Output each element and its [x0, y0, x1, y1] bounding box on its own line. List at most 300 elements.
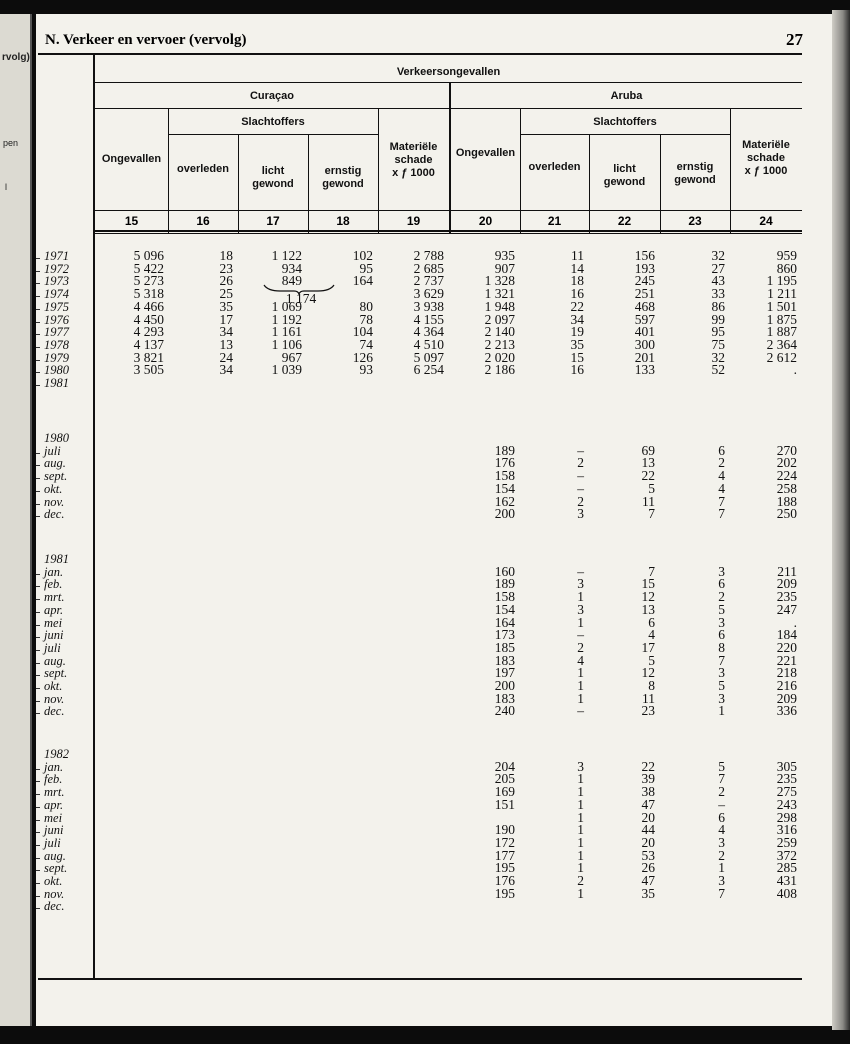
cell-c24: . — [793, 614, 797, 630]
row-label: juli — [44, 835, 61, 850]
colnum-16: 16 — [196, 214, 210, 228]
row-label: aug. — [44, 456, 66, 471]
row-label: jan. — [44, 564, 64, 579]
row-label: mei — [44, 810, 63, 825]
row-tick — [36, 322, 40, 323]
cell-c21: 1 — [577, 589, 584, 605]
cell-c20: 2 097 — [484, 311, 515, 327]
cell-c24: 2 364 — [766, 336, 797, 352]
cell-c24: 247 — [776, 601, 797, 617]
cell-c21: 1 — [577, 678, 584, 693]
cell-c22: 597 — [634, 311, 655, 327]
cell-c24: 316 — [776, 822, 797, 838]
cell-c24: 250 — [776, 506, 797, 522]
row-label: aug. — [44, 848, 66, 863]
cell-c23: 2 — [718, 455, 725, 471]
row-tick — [36, 491, 40, 492]
cell-c20: 154 — [494, 480, 515, 496]
cell-c22: 156 — [634, 248, 655, 263]
cell-c24: 221 — [776, 652, 797, 668]
cell-c16: 13 — [219, 336, 233, 352]
cell-c16: 34 — [219, 324, 233, 340]
cell-c22: 6 — [648, 614, 655, 630]
row-tick — [36, 701, 40, 702]
cell-c23: 4 — [718, 822, 725, 838]
cell-c21: 1 — [577, 784, 584, 800]
cell-c24: 298 — [776, 809, 797, 825]
colnum-24: 24 — [759, 214, 773, 228]
cell-c21: 1 — [577, 834, 584, 850]
header-slachtoffers-aruba: Slachtoffers — [593, 116, 657, 128]
cell-c23: 27 — [711, 260, 725, 276]
row-label: 1978 — [44, 337, 69, 352]
header-aruba: Aruba — [610, 90, 643, 102]
cell-c16: 24 — [219, 349, 233, 365]
row-label: jan. — [44, 759, 64, 774]
row-label: dec. — [44, 507, 65, 522]
cell-c23: 6 — [718, 576, 725, 592]
cell-c19: 5 097 — [413, 349, 444, 365]
cell-c24: 959 — [776, 248, 797, 263]
cell-c20: 183 — [494, 690, 515, 706]
merged-value-1974: 1 174 — [285, 291, 317, 306]
cell-c20: 197 — [494, 665, 515, 681]
cell-c17: 1 106 — [271, 336, 302, 352]
cell-c20: 151 — [494, 796, 515, 812]
cell-c22: 26 — [641, 860, 655, 876]
cell-c21: 3 — [577, 758, 584, 774]
cell-c23: 3 — [718, 873, 725, 888]
cell-c18: 164 — [352, 273, 373, 289]
cell-c21: 1 — [577, 847, 584, 863]
row-tick — [36, 858, 40, 859]
cell-c20: 195 — [494, 885, 515, 901]
row-label: 1979 — [44, 350, 69, 365]
cell-c17: 1 122 — [271, 248, 302, 263]
colnum-23: 23 — [688, 214, 702, 228]
cell-c24: 285 — [776, 860, 797, 876]
cell-c24: 372 — [776, 847, 797, 863]
cell-c23: 6 — [718, 627, 725, 643]
cell-c22: 39 — [641, 771, 655, 787]
row-label: mrt. — [44, 590, 65, 605]
cell-c16: 17 — [219, 311, 233, 327]
cell-c22: 133 — [634, 362, 655, 378]
cell-c22: 22 — [641, 758, 655, 774]
cell-c23: 7 — [718, 506, 725, 522]
row-label: juni — [44, 823, 64, 838]
cell-c23: 2 — [718, 589, 725, 605]
cell-c16: 23 — [219, 260, 233, 276]
row-tick — [36, 794, 40, 795]
cell-c19: 3 938 — [413, 298, 444, 314]
block-year: 1981 — [44, 552, 69, 566]
cell-c22: 401 — [634, 324, 655, 340]
row-tick — [36, 637, 40, 638]
cell-c23: 99 — [711, 311, 725, 327]
cell-c16: 35 — [219, 298, 233, 314]
row-tick — [36, 478, 40, 479]
cell-c20: 195 — [494, 860, 515, 876]
row-tick — [36, 688, 40, 689]
cell-c22: 69 — [641, 442, 655, 458]
cell-c23: 6 — [718, 809, 725, 825]
cell-c23: 2 — [718, 847, 725, 863]
cell-c20: 172 — [494, 834, 515, 850]
header-rule-2 — [93, 108, 802, 109]
cell-c22: 47 — [641, 873, 655, 888]
header-ongevallen-aruba: Ongevallen — [455, 147, 516, 159]
cell-c22: 4 — [648, 627, 655, 643]
cell-c19: 3 629 — [413, 286, 444, 302]
cell-c23: 5 — [718, 758, 725, 774]
cell-c24: 431 — [776, 873, 797, 888]
cell-c21: 1 — [577, 809, 584, 825]
row-tick — [36, 781, 40, 782]
row-tick — [36, 820, 40, 821]
cell-c20: 189 — [494, 576, 515, 592]
row-label: sept. — [44, 666, 68, 681]
row-tick — [36, 574, 40, 575]
cell-c15: 4 450 — [133, 311, 164, 327]
cell-c17: 967 — [281, 349, 302, 365]
cell-c21: – — [577, 703, 584, 719]
cell-c19: 4 364 — [413, 324, 444, 340]
cell-c23: 4 — [718, 480, 725, 496]
cell-c24: 860 — [776, 260, 797, 276]
cell-c23: 33 — [711, 286, 725, 302]
cell-c19: 4 510 — [413, 336, 444, 352]
row-label: 1981 — [44, 376, 69, 390]
cell-c24: 1 195 — [766, 273, 797, 289]
cell-c22: 12 — [641, 589, 655, 605]
cell-c19: 6 254 — [413, 362, 444, 378]
row-tick — [36, 845, 40, 846]
cell-c22: 193 — [634, 260, 655, 276]
cell-c24: 1 211 — [767, 286, 797, 302]
cell-c23: 43 — [711, 273, 725, 289]
cell-c22: 44 — [641, 822, 655, 838]
row-tick — [36, 586, 40, 587]
cell-c22: 468 — [634, 298, 655, 314]
cell-c23: 3 — [718, 690, 725, 706]
cell-c20: 205 — [494, 771, 515, 787]
cell-c24: 220 — [776, 639, 797, 655]
header-curacao: Curaçao — [249, 90, 295, 102]
cell-c20: 2 186 — [484, 362, 515, 378]
cell-c20: 176 — [494, 873, 515, 888]
row-label: sept. — [44, 861, 68, 876]
colnum-21: 21 — [547, 214, 562, 228]
row-label: feb. — [44, 772, 63, 787]
row-label: nov. — [44, 886, 65, 901]
row-tick — [36, 258, 40, 259]
cell-c16: 34 — [219, 362, 233, 378]
row-tick — [36, 360, 40, 361]
header-rule-3 — [93, 210, 802, 211]
row-tick — [36, 385, 40, 386]
row-tick — [36, 347, 40, 348]
row-tick — [36, 271, 40, 272]
cell-c24: 408 — [776, 885, 797, 901]
cell-c23: 5 — [718, 678, 725, 693]
cell-c21: – — [577, 468, 584, 484]
cell-c17: 1 161 — [271, 324, 302, 340]
row-label: juli — [44, 640, 61, 655]
cell-c21: 4 — [577, 652, 584, 668]
row-label: 1980 — [44, 363, 69, 378]
cell-c22: 7 — [648, 506, 655, 522]
row-tick — [36, 504, 40, 505]
cell-c22: 13 — [641, 601, 655, 617]
cell-c20: 240 — [494, 703, 515, 719]
cell-c17: 1 039 — [271, 362, 302, 378]
cell-c20: 2 140 — [484, 324, 515, 340]
cell-c15: 4 137 — [133, 336, 164, 352]
row-label: juni — [44, 628, 64, 643]
cell-c24: 235 — [776, 589, 797, 605]
colnum-20: 20 — [478, 214, 493, 228]
cell-c23: 6 — [718, 442, 725, 458]
cell-c22: 23 — [641, 703, 655, 719]
row-label: nov. — [44, 691, 65, 706]
header-materiele-schade-curacao: Materiële schade x ƒ 1000 — [389, 141, 438, 179]
cell-c21: 16 — [570, 286, 584, 302]
cell-c23: 2 — [718, 784, 725, 800]
row-label: 1975 — [44, 299, 69, 314]
cell-c20: 169 — [494, 784, 515, 800]
cell-c21: 2 — [577, 639, 584, 655]
cell-c23: 75 — [711, 336, 725, 352]
row-label-divider — [93, 53, 95, 979]
cell-c20: 2 213 — [484, 336, 515, 352]
cell-c23: 95 — [711, 324, 725, 340]
cell-c24: 1 875 — [766, 311, 797, 327]
colnum-17: 17 — [266, 214, 280, 228]
row-tick — [36, 334, 40, 335]
header-ongevallen-curacao: Ongevallen — [101, 153, 162, 165]
cell-c23: 3 — [718, 834, 725, 850]
row-tick — [36, 908, 40, 909]
cell-c22: 20 — [641, 809, 655, 825]
cell-c22: 251 — [634, 286, 655, 302]
cell-c23: 32 — [711, 248, 725, 263]
previous-page-edge — [0, 14, 32, 1026]
cell-c22: 22 — [641, 468, 655, 484]
row-tick — [36, 832, 40, 833]
cell-c21: 1 — [577, 822, 584, 838]
row-tick — [36, 372, 40, 373]
page-number: 27 — [786, 30, 803, 49]
table-top-rule — [38, 53, 802, 55]
cell-c24: 216 — [776, 678, 797, 693]
cell-c24: 184 — [776, 627, 797, 643]
cell-c21: – — [577, 480, 584, 496]
cell-c23: 8 — [718, 639, 725, 655]
row-label: 1974 — [44, 287, 69, 302]
cell-c22: 11 — [642, 493, 655, 509]
cell-c21: 2 — [577, 873, 584, 888]
cell-c21: 18 — [570, 273, 584, 289]
row-label: dec. — [44, 899, 65, 914]
cell-c24: 270 — [776, 442, 797, 458]
row-tick — [36, 599, 40, 600]
cell-c21: 14 — [570, 260, 584, 276]
cell-c21: 1 — [577, 796, 584, 812]
cell-c22: 8 — [648, 678, 655, 693]
row-label: juli — [44, 443, 61, 458]
row-tick — [36, 283, 40, 284]
cell-c24: 209 — [776, 576, 797, 592]
cell-c23: 3 — [718, 563, 725, 579]
cell-c24: 188 — [776, 493, 797, 509]
cell-c20: 183 — [494, 652, 515, 668]
cell-c20: 1 948 — [484, 298, 515, 314]
cell-c24: 1 501 — [766, 298, 797, 314]
cell-c22: 35 — [641, 885, 655, 901]
cell-c21: 19 — [570, 324, 584, 340]
colnum-22: 22 — [617, 214, 632, 228]
cell-c20: 173 — [494, 627, 515, 643]
cell-c16: 25 — [219, 286, 233, 302]
row-tick — [36, 453, 40, 454]
cell-c20: 200 — [494, 506, 515, 522]
header-slachtoffers-curacao: Slachtoffers — [241, 116, 305, 128]
row-label: sept. — [44, 469, 68, 484]
cell-c24: 202 — [776, 455, 797, 471]
cell-c21: – — [577, 442, 584, 458]
cell-c20: 935 — [494, 248, 515, 263]
cell-c18: 102 — [352, 248, 373, 263]
row-label: 1977 — [44, 325, 69, 340]
cell-c23: 1 — [718, 703, 725, 719]
cell-c17: 1 069 — [271, 298, 302, 314]
row-label: mrt. — [44, 785, 65, 800]
row-tick — [36, 807, 40, 808]
colnum-19: 19 — [406, 214, 421, 228]
row-label: 1976 — [44, 312, 69, 327]
colnum-18: 18 — [336, 214, 350, 228]
cell-c24: 209 — [776, 690, 797, 706]
cell-c21: 35 — [570, 336, 584, 352]
row-label: aug. — [44, 653, 66, 668]
cell-c21: 2 — [577, 455, 584, 471]
row-tick — [36, 769, 40, 770]
cell-c22: 300 — [634, 336, 655, 352]
header-overleden-aruba: overleden — [528, 161, 581, 173]
cell-c20: 1 328 — [484, 273, 515, 289]
cell-c20: 200 — [494, 678, 515, 693]
cell-c24: 211 — [777, 563, 797, 579]
cell-c23: 52 — [711, 362, 725, 378]
cell-c23: 5 — [718, 601, 725, 617]
cell-c22: 17 — [641, 639, 655, 655]
cell-c18: 95 — [359, 260, 373, 276]
header-rule-curacao-victims — [168, 134, 378, 135]
cell-c20: 204 — [494, 758, 515, 774]
cell-c21: 15 — [570, 349, 584, 365]
header-rule-1 — [93, 82, 802, 83]
cell-c18: 80 — [359, 298, 373, 314]
header-overleden-curacao: overleden — [177, 163, 229, 175]
row-label: apr. — [44, 602, 64, 617]
section-title: N. Verkeer en vervoer (vervolg) — [45, 32, 247, 48]
cell-c20: 1 321 — [484, 286, 515, 302]
cell-c22: 12 — [641, 665, 655, 681]
row-label: 1973 — [44, 274, 69, 289]
cell-c21: 16 — [570, 362, 584, 378]
row-tick — [36, 675, 40, 676]
cell-c23: 7 — [718, 493, 725, 509]
cell-c20: 2 020 — [484, 349, 515, 365]
cell-c21: – — [577, 563, 584, 579]
row-tick — [36, 516, 40, 517]
cell-c16: 26 — [219, 273, 233, 289]
cell-c23: 1 — [718, 860, 725, 876]
header-main: Verkeersongevallen — [396, 66, 501, 78]
cell-c24: 218 — [776, 665, 797, 681]
cell-c24: . — [793, 362, 797, 378]
cell-c24: 224 — [776, 468, 797, 484]
cell-c18: 78 — [359, 311, 373, 327]
row-tick — [36, 296, 40, 297]
cell-c23: 4 — [718, 468, 725, 484]
header-licht-gewond-curacao: licht gewond — [252, 165, 294, 190]
cell-c24: 259 — [776, 834, 797, 850]
cell-c21: – — [577, 627, 584, 643]
cell-c21: 1 — [577, 885, 584, 901]
header-ernstig-gewond-curacao: ernstig gewond — [322, 165, 364, 190]
row-tick — [36, 625, 40, 626]
cell-c15: 3 505 — [133, 362, 164, 378]
cell-c18: 93 — [359, 362, 373, 378]
cell-c23: 86 — [711, 298, 725, 314]
cell-c20: 190 — [494, 822, 515, 838]
cell-c21: 1 — [577, 771, 584, 787]
cell-c15: 5 318 — [133, 286, 164, 302]
cell-c19: 2 685 — [413, 260, 444, 276]
cell-c21: 3 — [577, 576, 584, 592]
header-rule-aruba-victims — [520, 134, 730, 135]
row-label: dec. — [44, 704, 65, 719]
cell-c21: 3 — [577, 506, 584, 522]
cell-c15: 5 273 — [133, 273, 164, 289]
cell-c21: 34 — [570, 311, 584, 327]
cell-c20: 162 — [494, 493, 515, 509]
cell-c24: 336 — [776, 703, 797, 719]
row-label: 1971 — [44, 249, 69, 263]
cell-c21: 2 — [577, 493, 584, 509]
cell-c20: 185 — [494, 639, 515, 655]
book-edge — [832, 10, 850, 1030]
cell-c24: 275 — [776, 784, 797, 800]
header-licht-gewond-aruba: licht gewond — [603, 163, 646, 188]
cell-c15: 4 293 — [133, 324, 164, 340]
row-label: feb. — [44, 577, 63, 592]
cell-c21: 11 — [571, 248, 584, 263]
row-tick — [36, 650, 40, 651]
cell-c22: 38 — [641, 784, 655, 800]
cell-c20: 158 — [494, 468, 515, 484]
cell-c24: 1 887 — [766, 324, 797, 340]
cell-c23: 7 — [718, 771, 725, 787]
block-year: 1980 — [44, 431, 69, 445]
cell-c20: 160 — [494, 563, 515, 579]
cell-c20: 176 — [494, 455, 515, 471]
row-tick — [36, 896, 40, 897]
cell-c21: 1 — [577, 614, 584, 630]
block-year: 1982 — [44, 747, 69, 761]
